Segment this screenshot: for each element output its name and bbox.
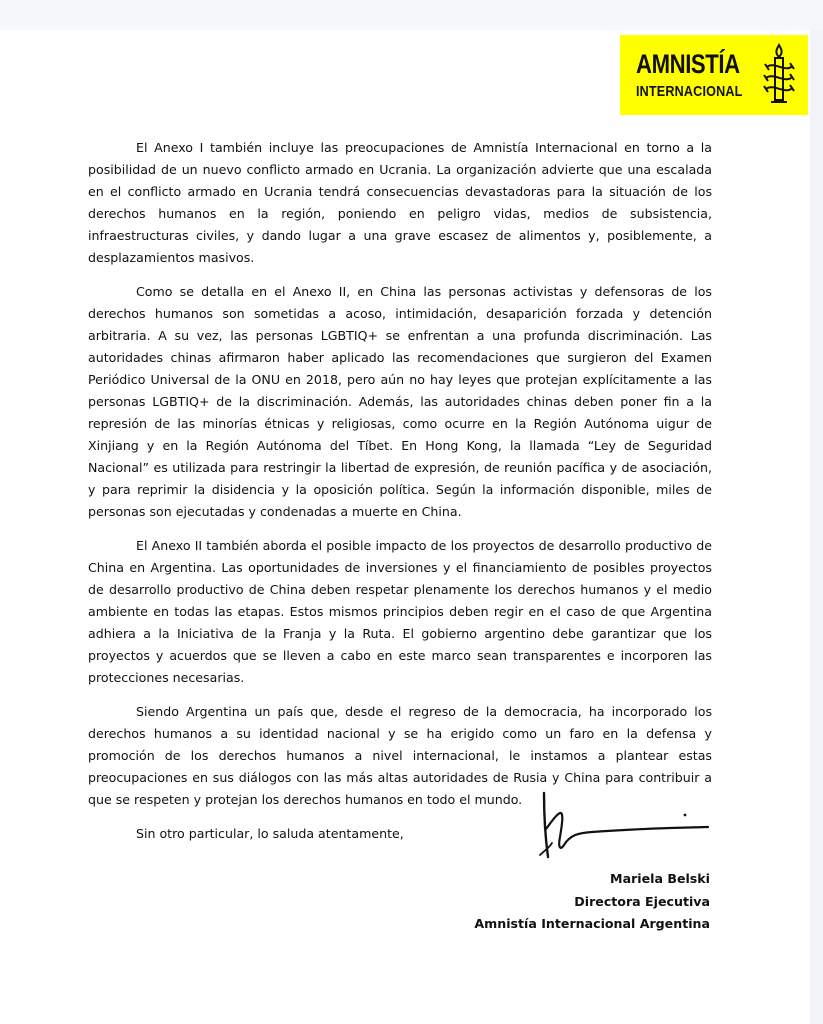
paragraph-request: Siendo Argentina un país que, desde el regreso de la democracia, ha incorporado los derechos humanos a su identidad nacional y se ha erigido como un faro en la defensa y promoción de los derechos humanos a nivel internacional, le instamos a plantear estas preocupaciones en sus diálogos con las más altas autoridades de Rusia y China para contribuir a que se respeten y protejan los derechos humanos en todo el mundo. <box>88 704 712 807</box>
logo-title: AMNISTÍA <box>636 49 740 79</box>
page-top-margin <box>0 0 823 30</box>
signatory-organization: Amnistía Internacional Argentina <box>474 916 710 931</box>
page-right-margin <box>810 30 823 1024</box>
handwritten-signature <box>530 785 715 865</box>
logo-subtitle: INTERNACIONAL <box>636 83 743 100</box>
paragraph-annex-1-ukraine: El Anexo I también incluye las preocupaciones de Amnistía Internacional en torno a la posibilidad de un nuevo conflicto armado en Ucrania. La organización advierte que una escalada en el conflicto armado en Ucrania tendrá consecuencias devastadoras para la situación de los derechos humanos en la región, poniendo en peligro vidas, medios de subsistencia, infraestructuras civiles, y dando lugar a una grave escasez de alimentos y, posiblemente, a desplazamientos masivos. <box>88 140 712 265</box>
amnesty-logo <box>620 35 808 115</box>
paragraph-annex-2-china: Como se detalla en el Anexo II, en China las personas activistas y defensoras de los derechos humanos son sometidas a acoso, intimidación, desaparición forzada y detención arbitraria. A su vez, las personas LGBTIQ+ se enfrentan a una profunda discriminación. Las autoridades chinas afirmaron haber aplicado las recomendaciones que surgieron del Examen Periódico Universal de la ONU en 2018, pero aún no hay leyes que protejan explícitamente a las personas LGBTIQ+ de la discriminación. Además, las autoridades chinas deben poner fin a la represión de las minorías étnicas y religiosas, como ocurre en la Región Autónoma uigur de Xinjiang y en la Región Autónoma del Tíbet. En Hong Kong, la llamada “Ley de Seguridad Nacional” es utilizada para restringir la libertad de expresión, de reunión pacífica y de asociación, y para reprimir la disidencia y la oposición política. Según la información disponible, miles de personas son ejecutadas y condenadas a muerte en China. <box>88 284 712 519</box>
paragraph-closing: Sin otro particular, lo saluda atentamente, <box>136 826 404 841</box>
candle-barbed-wire-icon <box>761 43 797 107</box>
signatory-title: Directora Ejecutiva <box>574 893 710 909</box>
signatory-name: Mariela Belski <box>610 871 710 886</box>
letter-body <box>88 137 712 857</box>
paragraph-annex-2-projects: El Anexo II también aborda el posible impacto de los proyectos de desarrollo productivo de China en Argentina. Las oportunidades de inversiones y el financiamiento de posibles proyectos de desarrollo productivo de China deben respetar plenamente los derechos humanos y el medio ambiente en todas las etapas. Estos mismos principios deben regir en el caso de que Argentina adhiera a la Iniciativa de la Franja y la Ruta. El gobierno argentino debe garantizar que los proyectos y acuerdos que se lleven a cabo en este marco sean transparentes e incorporen las protecciones necesarias. <box>88 538 712 685</box>
signature-block <box>420 868 710 936</box>
